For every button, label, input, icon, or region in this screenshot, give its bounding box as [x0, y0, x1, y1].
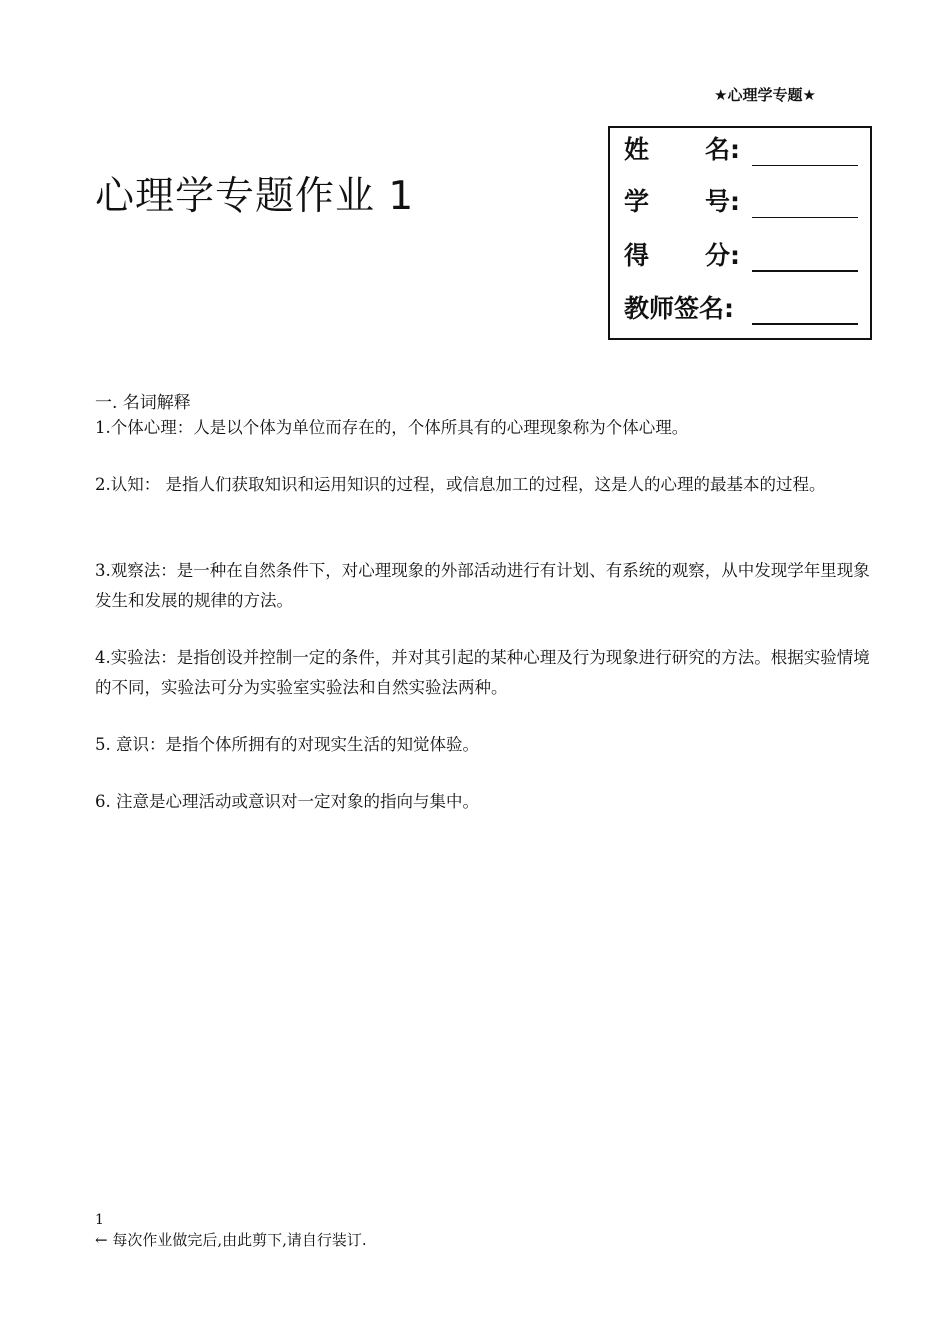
score-label	[624, 236, 740, 272]
page-title: 心理学专题作业 1	[95, 174, 415, 219]
definition-item: 2.认知： 是指人们获取知识和运用知识的过程，或信息加工的过程，这是人的心理的最基本的过程。	[95, 475, 826, 494]
student-id-row	[624, 184, 858, 218]
score-label-b: 分:	[705, 241, 740, 270]
definition-item: 3.观察法：是一种在自然条件下，对心理现象的外部活动进行有计划、有系统的观察，从中发现学年里现象发生和发展的规律的方法。	[95, 561, 870, 610]
student-info-box	[608, 126, 872, 340]
name-label	[624, 130, 740, 166]
name-blank[interactable]	[752, 143, 858, 166]
student-id-label	[624, 182, 740, 218]
section-heading: 一. 名词解释	[95, 393, 191, 413]
cut-line-note: ← 每次作业做完后,由此剪下,请自行装订.	[95, 1231, 367, 1249]
definition-item: 5. 意识：是指个体所拥有的对现实生活的知觉体验。	[95, 735, 479, 754]
teacher-signature-row	[624, 291, 858, 325]
name-label-a: 姓	[624, 135, 650, 164]
name-label-b: 名:	[705, 135, 740, 164]
page-number: 1	[95, 1212, 104, 1228]
teacher-signature-blank[interactable]	[752, 301, 858, 325]
definition-item: 1.个体心理：人是以个体为单位而存在的，个体所具有的心理现象称为个体心理。	[95, 418, 689, 437]
name-row	[624, 132, 858, 166]
student-id-label-a: 学	[624, 187, 650, 216]
score-blank[interactable]	[752, 248, 858, 272]
score-label-a: 得	[624, 241, 650, 270]
definition-item: 6. 注意是心理活动或意识对一定对象的指向与集中。	[95, 792, 479, 811]
header-tag: ★心理学专题★	[714, 86, 816, 104]
student-id-label-b: 号:	[705, 187, 740, 216]
definition-item: 4.实验法：是指创设并控制一定的条件，并对其引起的某种心理及行为现象进行研究的方法。根据实验情境的不同，实验法可分为实验室实验法和自然实验法两种。	[95, 648, 870, 697]
score-row	[624, 238, 858, 272]
student-id-blank[interactable]	[752, 195, 858, 218]
teacher-signature-label: 教师签名:	[624, 294, 734, 323]
